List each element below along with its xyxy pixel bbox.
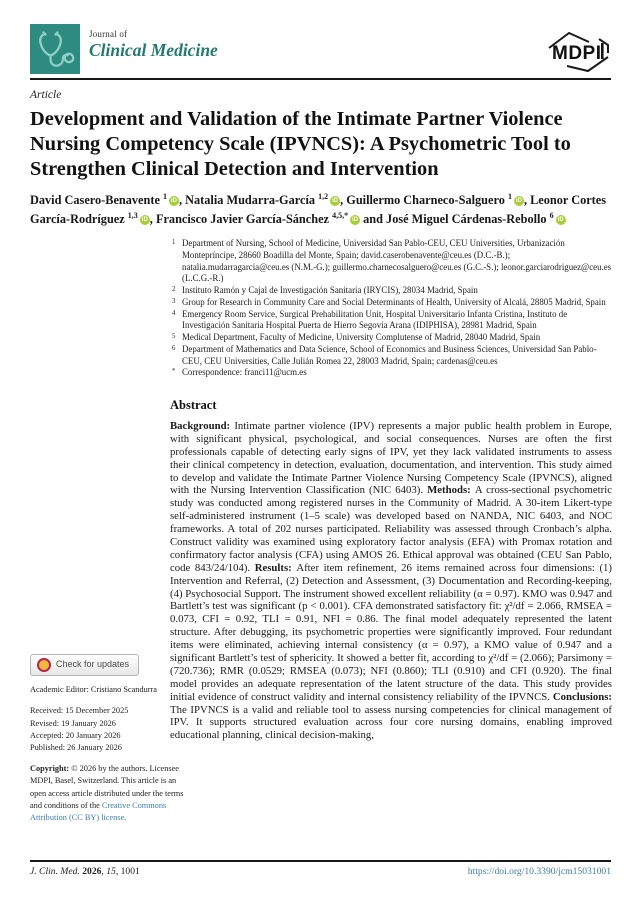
orcid-icon[interactable]: iD	[170, 198, 177, 205]
orcid-icon[interactable]: iD	[141, 216, 148, 223]
header-rule	[30, 78, 611, 80]
affiliation-text: Department of Nursing, School of Medicine, Universidad San Pablo-CEU, CEU Universities, Urbanización Montepríncipe, 28660 Boadilla del Monte, Spain; david.caserobenavente@ceu.es (D.C.-B.); natalia.mudarragarcia@ceu.es (N.M.-G.); guillermo.charnecosalguero@ceu.es (G.C.-S.); leonor.garciarodriguez@ceu.es (L.C.G.-R.)	[182, 238, 612, 284]
author-affiliation-marker: 6	[549, 210, 554, 220]
text-segment: ,	[101, 866, 107, 877]
affiliation-marker: 1	[172, 239, 176, 246]
affiliation-row	[170, 344, 612, 368]
crossmark-icon	[37, 658, 51, 672]
affiliation-row	[170, 332, 612, 344]
affiliation-text: Department of Mathematics and Data Science, School of Economics and Business Sciences, Universidad San Pablo-CEU, CEU Universities, Calle Julián Romea 22, 28003 Madrid, Spain; cardenas@ceu.es	[182, 343, 597, 366]
author: Francisco Javier García-Sánchez $^{4,5,*}$iD	[155, 210, 359, 226]
sidebar	[30, 654, 186, 824]
journal-name-main: Clinical Medicine	[89, 40, 218, 60]
author-affiliation-marker: 1,3	[127, 210, 138, 220]
affiliation-text: Emergency Room Service, Surgical Prehabilitation Unit, Hospital Universitario Infanta Cristina, Instituto de Investigación Sanitaria Hospital Puerta de Hierro Segovia Arana (IDIPHISA), 28981 Madrid, Spain	[182, 308, 568, 331]
footer-citation	[30, 866, 140, 877]
affiliation-text: Group for Research in Community Care and Social Determinants of Health, University of Alcalá, 28805 Madrid, Spain	[182, 296, 606, 307]
journal-name	[89, 30, 218, 60]
text-segment: 15	[106, 866, 116, 877]
text-segment: Methods:	[427, 484, 475, 497]
affiliation-row	[170, 297, 612, 309]
text-segment: , 1001	[115, 866, 140, 877]
affiliation-marker: 6	[172, 344, 176, 352]
mdpi-logo-text: MDPI	[552, 43, 602, 64]
academic-editor: Academic Editor: Cristiano Scandurra	[30, 685, 157, 695]
copyright-notice	[30, 763, 186, 824]
affiliation-row	[170, 285, 612, 297]
author-affiliation-marker: 4,5,*	[332, 210, 349, 220]
journal-name-top: Journal of	[89, 29, 128, 39]
text-segment: After item refinement, 26 items remained across four dimensions: (1) Intervention and Referral, (2) Detection and Assessment, (3) Documentation and Recording-keeping, (4) Psychosocial Support. The instrument showed excellent reliability (α = 0.97). KMO was 0.947 and Bartlett’s test was significant (p < 0.001). CFA demonstrated satisfactory fit: χ²/df = 2.066, RMSEA = 0.073, CFI = 0.92, TLI = 0.91, NFI = 0.86. The final model adequately represented the latent structure. After debugging, its psychometric properties were significantly improved. Four redundant items were eliminated, achieving internal consistency (α = 0.97), a KMO value of 0.947 and a significant Bartlett’s test of sphericity. It showed a better fit, according to χ²/df = (2.066); Parsimony = (720.736); RMR (0.0529; RMSEA (0.073); NFI (0.860); TLI (0.910) and CFI (0.920). The final model provides an adequate representation of the latent structure of the data. This study provides initial evidence of construct validity and internal consistency reliability of the IPVNCS.	[170, 561, 612, 703]
mdpi-logo	[543, 26, 613, 78]
check-for-updates-label: Check for updates	[56, 659, 130, 670]
author: Natalia Mudarra-García $^{1,2}$iD	[185, 192, 339, 208]
text-segment: Background:	[170, 420, 235, 432]
affiliation-text: Medical Department, Faculty of Medicine, University Complutense of Madrid, 28040 Madrid, Spain	[182, 332, 541, 342]
check-for-updates-button[interactable]	[30, 654, 139, 676]
affiliation-marker: 2	[172, 286, 176, 293]
author: José Miguel Cárdenas-Rebollo $^6$iD	[386, 210, 564, 226]
affiliation-marker: 3	[172, 297, 176, 305]
author: Leonor Cortes García-Rodríguez $^{1,3}$iD	[30, 193, 607, 226]
inline-link[interactable]: Creative Commons Attribution (CC BY) license.	[30, 800, 167, 822]
orcid-icon[interactable]: iD	[515, 198, 522, 205]
author-list: David Casero-Benavente $^1$iD , Natalia Mudarra-García $^{1,2}$iD , Guillermo Charneco-Salguero $^1$iD , Leonor Cortes García-Rodríguez $^{1,3}$iD , Francisco Javier García-Sánchez $^{4,5,*}$iD and José Miguel Cárdenas-Rebollo $^6$iD	[30, 192, 607, 226]
text-segment: Intimate partner violence (IPV) represents a major public health problem in Europe, with significant physical, psychological, and social consequences. Nurses are often the first professionals capable of detecting early signs of IPV, yet they lack validated instruments to assess their clinical competency in detection, evaluation, documentation, and intervention. This study aimed to develop and validate the Intimate Partner Violence Nursing Competency Scale (IPVNCS), aligned with the Nursing Intervention Classification (NIC 6403).	[170, 420, 612, 497]
stethoscope-icon	[33, 27, 77, 71]
article-type-label: Article	[30, 89, 62, 101]
text-segment: 2026	[82, 866, 102, 877]
abstract-heading: Abstract	[170, 398, 217, 412]
doi-link[interactable]: https://doi.org/10.3390/jcm15031001	[467, 866, 611, 877]
affiliation-row	[170, 309, 612, 333]
affiliation-text: Correspondence: franci11@ucm.es	[182, 367, 307, 378]
text-segment: A cross-sectional psychometric study was conducted among registered nurses in the Community of Madrid. A 30-item Likert-type self-administered instrument (1–5 scale) was developed based on NANDA, NIC 6403, and NOC frameworks. A total of 202 nurses participated. Reliability was assessed through Cronbach’s alpha. Construct validity was examined using exploratory factor analysis (EFA) with Promax rotation and confirmatory factor analysis (CFA) using AMOS 26. Ethical approval was obtained (CEU San Pablo, code 843/24/104).	[170, 484, 612, 574]
journal-logo	[30, 24, 80, 74]
author-affiliation-marker: 1,2	[318, 192, 329, 201]
affiliation-row	[170, 238, 612, 285]
author: David Casero-Benavente $^1$iD	[30, 192, 177, 208]
abstract-text	[170, 420, 612, 742]
text-segment: J. Clin. Med.	[30, 866, 83, 877]
text-segment: © 2026 by the authors. Licensee MDPI, Basel, Switzerland. This article is an open access article distributed under the terms and conditions of the	[30, 764, 184, 810]
article-dates	[30, 705, 186, 754]
orcid-icon[interactable]: iD	[352, 216, 359, 223]
article-date: Accepted: 20 January 2026	[30, 730, 121, 740]
affiliation-marker: *	[172, 368, 176, 376]
affiliation-row	[170, 367, 612, 379]
text-segment: The IPVNCS is a valid and reliable tool to assess nursing competencies for clinical management of IPV. It supports structured evaluation across four core nursing domains, enabling improved educational planning, clinical decision-making,	[170, 703, 612, 742]
orcid-icon[interactable]: iD	[557, 216, 564, 223]
author: Guillermo Charneco-Salguero $^1$iD	[346, 192, 522, 208]
article-date: Received: 15 December 2025	[30, 706, 129, 716]
author-affiliation-marker: 1	[507, 192, 512, 201]
text-segment: Copyright:	[30, 764, 72, 774]
affiliation-list	[170, 238, 612, 379]
affiliation-marker: 4	[172, 309, 176, 317]
affiliation-marker: 5	[172, 333, 176, 340]
text-segment: Conclusions:	[552, 690, 612, 703]
affiliation-text: Instituto Ramón y Cajal de Investigación Sanitaria (IRYCIS), 28034 Madrid, Spain	[182, 285, 478, 295]
article-date: Published: 26 January 2026	[30, 742, 122, 752]
text-segment: Results:	[254, 561, 297, 574]
orcid-icon[interactable]: iD	[332, 198, 339, 205]
article-title: Development and Validation of the Intimate Partner Violence Nursing Competency Scale (IPVNCS): A Psychometric Tool to Strengthen Clinical Detection and Intervention	[30, 108, 571, 181]
article-date: Revised: 19 January 2026	[30, 718, 116, 728]
footer-rule	[30, 860, 611, 862]
author-affiliation-marker: 1	[162, 192, 167, 201]
